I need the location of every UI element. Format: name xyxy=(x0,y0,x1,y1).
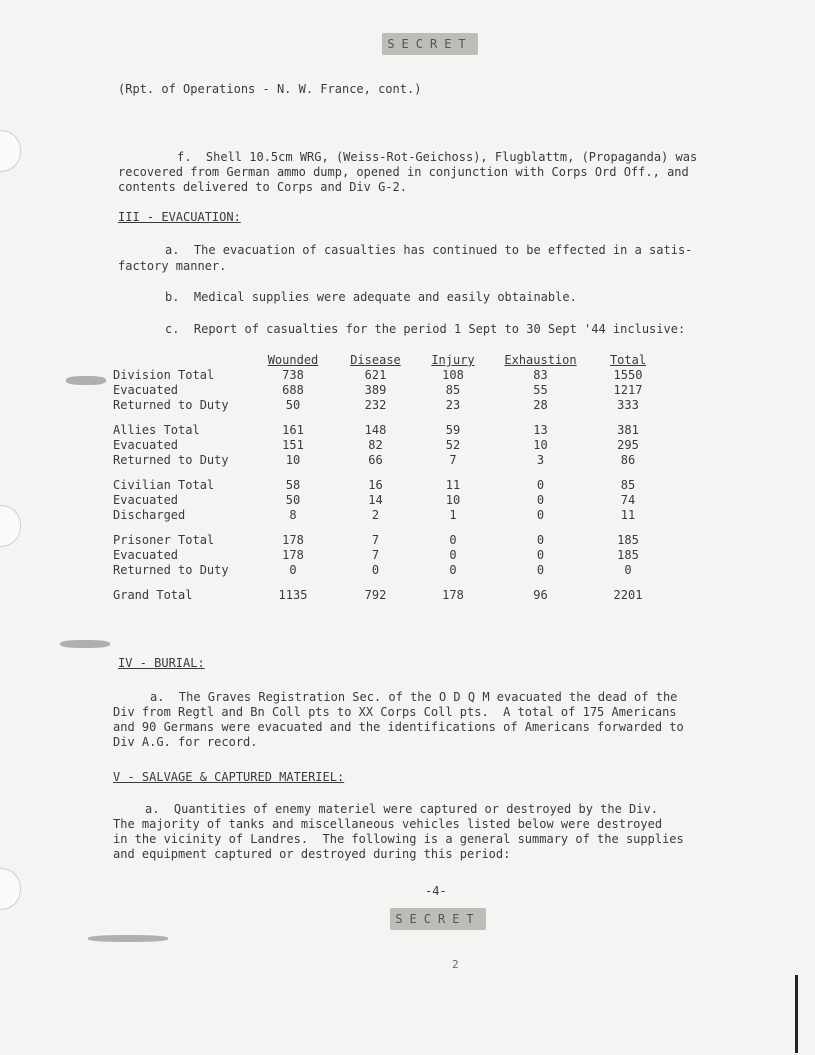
col-header-exhaustion: Exhaustion xyxy=(504,353,577,367)
table-row xyxy=(113,478,663,493)
row-label: Evacuated xyxy=(113,383,179,397)
cell-value: 0 xyxy=(449,533,457,547)
group-spacer-cell xyxy=(113,578,663,588)
row-label: Evacuated xyxy=(113,493,179,507)
row-label: Returned to Duty xyxy=(113,398,229,412)
punch-hole xyxy=(0,505,21,547)
cell-value: 0 xyxy=(536,478,545,492)
cell-value: 96 xyxy=(533,588,548,602)
row-label: Discharged xyxy=(113,508,186,522)
cell-value: 178 xyxy=(282,548,304,562)
margin-smudge xyxy=(66,376,106,385)
cell-value: 1550 xyxy=(613,368,643,382)
cell-value: 1135 xyxy=(278,588,308,602)
casualty-table-body xyxy=(113,368,663,603)
section-5-para-line-3: in the vicinity of Landres. The following is a general summary of the supplies xyxy=(113,832,684,846)
cell-value: 688 xyxy=(282,383,304,397)
cell-value: 151 xyxy=(282,438,304,452)
group-spacer xyxy=(113,413,663,423)
row-label: Civilian Total xyxy=(113,478,215,492)
cell-value: 66 xyxy=(368,453,383,467)
cell-value: 1217 xyxy=(613,383,643,397)
cell-value: 55 xyxy=(533,383,548,397)
cell-value: 11 xyxy=(445,478,461,492)
row-label: Prisoner Total xyxy=(113,533,215,547)
cell-value: 10 xyxy=(445,493,461,507)
row-label: Returned to Duty xyxy=(113,453,229,467)
section-5-para-line-2: The majority of tanks and miscellaneous vehicles listed below were destroyed xyxy=(113,817,663,831)
cell-value: 185 xyxy=(617,548,639,562)
cell-value: 13 xyxy=(533,423,548,437)
cell-value: 232 xyxy=(364,398,387,412)
punch-hole xyxy=(0,130,21,172)
col-header-total: Total xyxy=(609,353,647,367)
col-header-wounded: Wounded xyxy=(267,353,319,367)
punch-hole xyxy=(0,868,21,910)
section-3-para-b: b. Medical supplies were adequate and easily obtainable. xyxy=(165,290,577,304)
group-spacer xyxy=(113,523,663,533)
cell-value: 14 xyxy=(368,493,383,507)
cell-value: 59 xyxy=(445,423,461,437)
cell-value: 0 xyxy=(536,508,545,522)
cell-value: 0 xyxy=(536,493,545,507)
section-3-para-a-line-1: a. The evacuation of casualties has continued to be effected in a satis- xyxy=(165,243,693,257)
section-4-para-line-2: Div from Regtl and Bn Coll pts to XX Corps Coll pts. A total of 175 Americans xyxy=(113,705,677,719)
cell-value: 2201 xyxy=(613,588,643,602)
cell-value: 7 xyxy=(449,453,457,467)
cell-value: 52 xyxy=(445,438,461,452)
casualty-table xyxy=(113,353,663,603)
cell-value: 82 xyxy=(368,438,383,452)
cell-value: 85 xyxy=(620,478,636,492)
continuation-title: (Rpt. of Operations - N. W. France, cont.) xyxy=(118,82,422,96)
cell-value: 0 xyxy=(536,533,545,547)
cell-value: 178 xyxy=(282,533,304,547)
row-label: Evacuated xyxy=(113,548,179,562)
col-header-disease: Disease xyxy=(350,353,401,367)
table-row xyxy=(113,548,663,563)
cell-value: 738 xyxy=(282,368,304,382)
cell-value: 621 xyxy=(364,368,387,382)
table-row xyxy=(113,493,663,508)
cell-value: 85 xyxy=(445,383,461,397)
cell-value: 50 xyxy=(285,398,301,412)
table-row xyxy=(113,508,663,523)
row-label: Grand Total xyxy=(113,588,193,602)
cell-value: 10 xyxy=(285,453,301,467)
cell-value: 74 xyxy=(620,493,636,507)
cell-value: 8 xyxy=(289,508,297,522)
table-row xyxy=(113,533,663,548)
table-row xyxy=(113,398,663,413)
cell-value: 1 xyxy=(449,508,457,522)
section-3-heading: III - EVACUATION: xyxy=(118,210,241,224)
section-3-para-a-line-2: factory manner. xyxy=(118,259,227,273)
cell-value: 792 xyxy=(364,588,387,602)
cell-value: 0 xyxy=(536,563,545,577)
table-row xyxy=(113,563,663,578)
bottom-scribble: 2 xyxy=(452,958,459,971)
group-spacer-cell xyxy=(113,523,663,533)
cell-value: 148 xyxy=(364,423,387,437)
group-spacer-cell xyxy=(113,413,663,423)
cell-value: 50 xyxy=(285,493,301,507)
section-4-heading: IV - BURIAL: xyxy=(118,656,205,670)
secret-stamp-bottom: SECRET xyxy=(390,908,486,930)
col-header-injury: Injury xyxy=(431,353,475,367)
margin-smudge xyxy=(88,935,168,942)
table-row xyxy=(113,368,663,383)
para-f-line-1: f. Shell 10.5cm WRG, (Weiss-Rot-Geichoss), Flugblattm, (Propaganda) was xyxy=(177,150,698,164)
scan-edge-bar xyxy=(795,975,798,1053)
group-spacer xyxy=(113,468,663,478)
cell-value: 295 xyxy=(617,438,639,452)
cell-value: 58 xyxy=(285,478,301,492)
casualty-table-header-row xyxy=(113,353,663,368)
section-4-para-line-3: and 90 Germans were evacuated and the identifications of Americans forwarded to xyxy=(113,720,684,734)
header-spacer xyxy=(113,353,253,368)
cell-value: 11 xyxy=(620,508,636,522)
cell-value: 0 xyxy=(624,563,632,577)
cell-value: 0 xyxy=(289,563,297,577)
cell-value: 161 xyxy=(282,423,304,437)
section-5-para-line-1: a. Quantities of enemy materiel were captured or destroyed by the Div. xyxy=(145,802,658,816)
cell-value: 0 xyxy=(449,548,457,562)
cell-value: 178 xyxy=(442,588,464,602)
table-row xyxy=(113,383,663,398)
secret-stamp-top: SECRET xyxy=(382,33,478,55)
table-row xyxy=(113,588,663,603)
cell-value: 23 xyxy=(445,398,461,412)
cell-value: 28 xyxy=(533,398,548,412)
cell-value: 16 xyxy=(368,478,383,492)
row-label: Division Total xyxy=(113,368,215,382)
para-f-line-3: contents delivered to Corps and Div G-2. xyxy=(118,180,407,194)
cell-value: 381 xyxy=(617,423,639,437)
table-row xyxy=(113,453,663,468)
cell-value: 2 xyxy=(371,508,380,522)
cell-value: 86 xyxy=(620,453,636,467)
cell-value: 0 xyxy=(371,563,380,577)
section-3-para-c: c. Report of casualties for the period 1 Sept to 30 Sept '44 inclusive: xyxy=(165,322,686,336)
margin-smudge xyxy=(60,640,110,648)
cell-value: 83 xyxy=(533,368,548,382)
cell-value: 389 xyxy=(364,383,387,397)
row-label: Returned to Duty xyxy=(113,563,229,577)
section-5-para-line-4: and equipment captured or destroyed during this period: xyxy=(113,847,511,861)
table-row xyxy=(113,438,663,453)
table-row xyxy=(113,423,663,438)
para-f-line-2: recovered from German ammo dump, opened in conjunction with Corps Ord Off., and xyxy=(118,165,689,179)
cell-value: 7 xyxy=(371,548,380,562)
cell-value: 10 xyxy=(533,438,548,452)
cell-value: 0 xyxy=(449,563,457,577)
cell-value: 7 xyxy=(371,533,380,547)
section-4-para-line-4: Div A.G. for record. xyxy=(113,735,258,749)
cell-value: 0 xyxy=(536,548,545,562)
page-number: -4- xyxy=(425,884,447,898)
row-label: Evacuated xyxy=(113,438,179,452)
group-spacer xyxy=(113,578,663,588)
cell-value: 333 xyxy=(617,398,639,412)
cell-value: 185 xyxy=(617,533,639,547)
group-spacer-cell xyxy=(113,468,663,478)
section-4-para-line-1: a. The Graves Registration Sec. of the O D Q M evacuated the dead of the xyxy=(150,690,678,704)
row-label: Allies Total xyxy=(113,423,200,437)
cell-value: 3 xyxy=(536,453,545,467)
section-5-heading: V - SALVAGE & CAPTURED MATERIEL: xyxy=(113,770,345,784)
cell-value: 108 xyxy=(442,368,464,382)
